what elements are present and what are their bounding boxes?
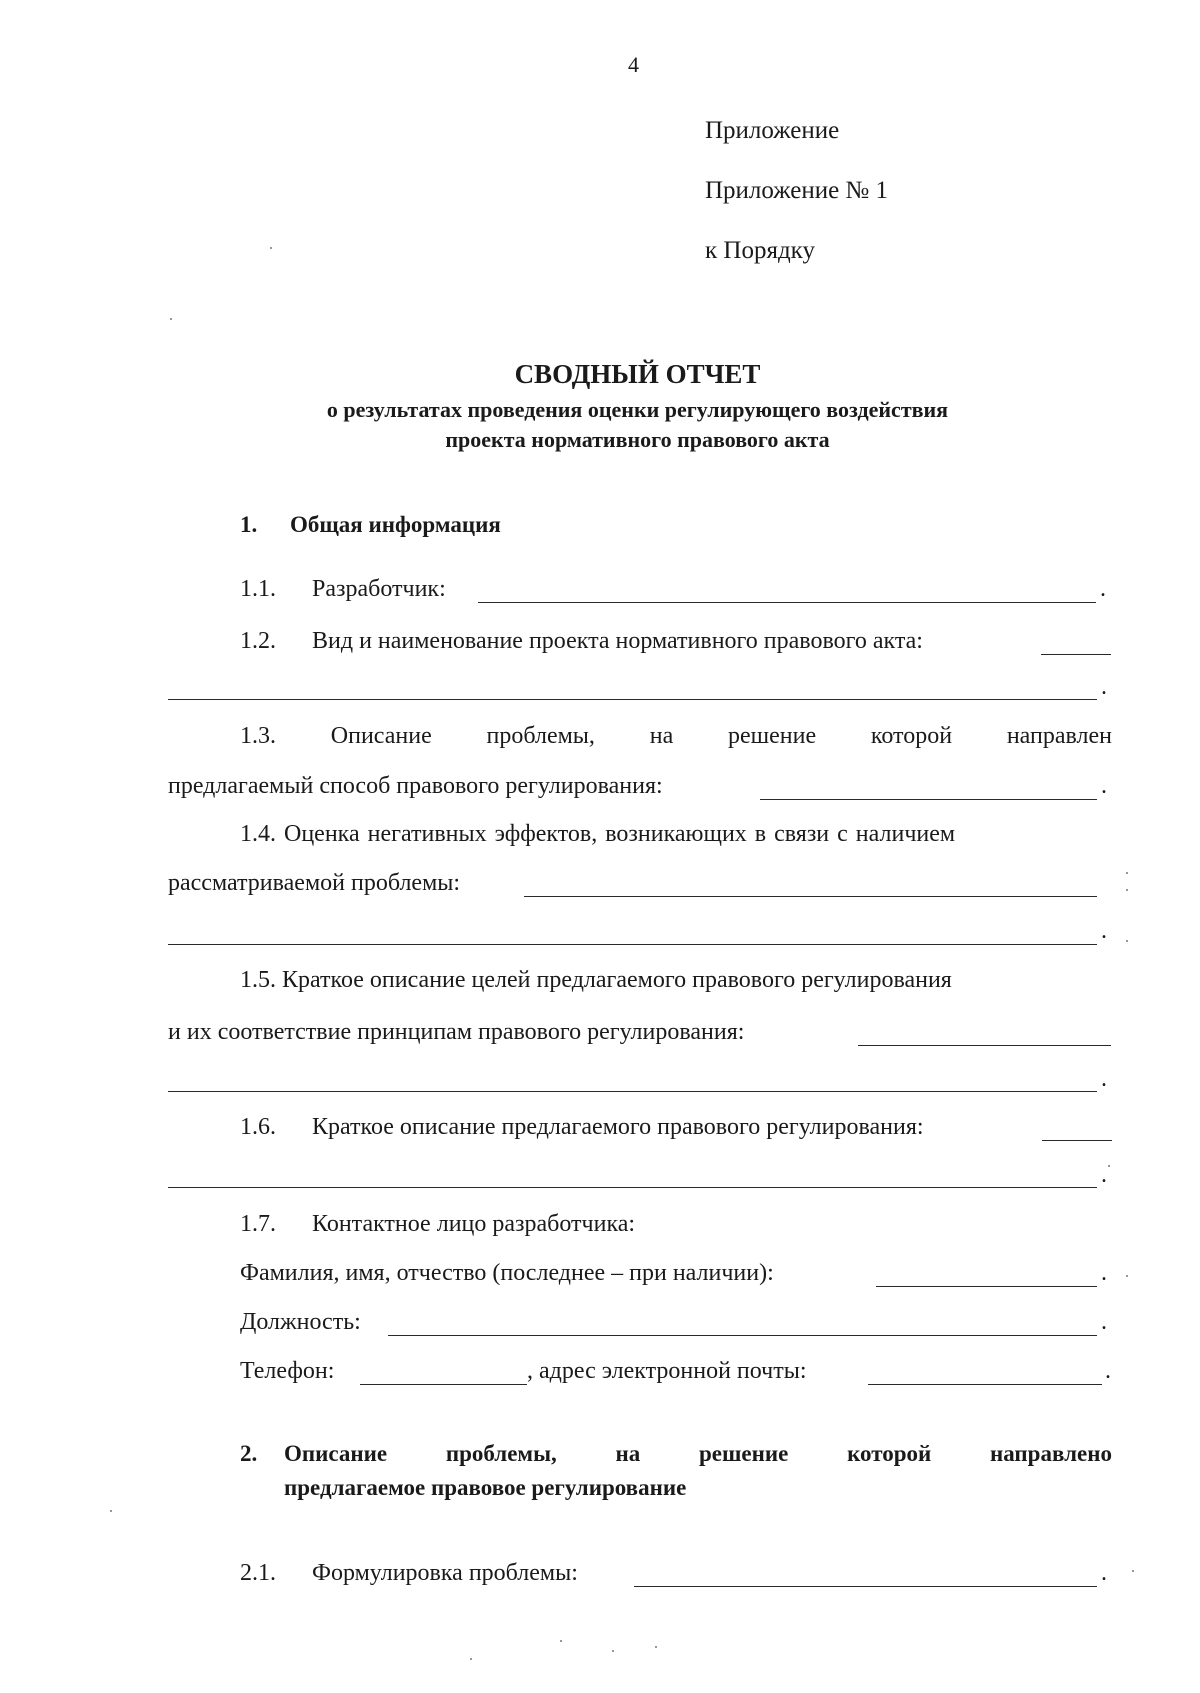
item-1-3-word: Описание xyxy=(330,723,432,749)
item-1-1-label: Разработчик: xyxy=(312,576,446,602)
scan-speck xyxy=(1132,1570,1134,1572)
item-1-3-line1 xyxy=(240,723,1112,750)
appendix-reference: к Порядку xyxy=(705,237,815,264)
item-1-3-line2: предлагаемый способ правового регулирования: xyxy=(168,773,663,799)
scan-speck xyxy=(1126,1275,1128,1277)
section1-number: 1. xyxy=(240,512,258,537)
contact-phone-label: Телефон: xyxy=(240,1358,335,1384)
contact-position-label: Должность: xyxy=(240,1309,361,1335)
negative-effects-field-line-1[interactable] xyxy=(524,896,1097,897)
item-1-2-period: . xyxy=(1101,674,1107,700)
item-1-1-number: 1.1. xyxy=(240,576,276,602)
item-1-2-number: 1.2. xyxy=(240,628,276,654)
contact-fio-field-line[interactable] xyxy=(876,1286,1097,1287)
item-2-1-label: Формулировка проблемы: xyxy=(312,1560,578,1586)
contact-fio-period: . xyxy=(1101,1260,1107,1286)
scan-speck xyxy=(470,1658,472,1660)
item-1-5-period: . xyxy=(1101,1066,1107,1092)
page-number: 4 xyxy=(628,52,639,77)
item-1-3-word: решение xyxy=(728,723,817,749)
section2-heading-word: направлено xyxy=(989,1441,1112,1466)
scan-speck xyxy=(1126,940,1128,942)
report-subtitle-line2: проекта нормативного правового акта xyxy=(445,427,830,452)
section2-number: 2. xyxy=(240,1441,258,1466)
problem-formulation-field-line[interactable] xyxy=(634,1586,1097,1587)
section2-heading-word: на xyxy=(615,1441,641,1466)
report-subtitle-line1: о результатах проведения оценки регулирующего воздействия xyxy=(326,397,949,422)
regulation-description-field-line-2[interactable] xyxy=(168,1187,1097,1188)
contact-email-period: . xyxy=(1105,1358,1111,1384)
item-1-7-label: Контактное лицо разработчика: xyxy=(312,1211,636,1237)
goals-field-line-2[interactable] xyxy=(168,1091,1097,1092)
item-1-6-period: . xyxy=(1101,1162,1107,1188)
act-name-field-line-1[interactable] xyxy=(1041,654,1111,655)
contact-email-field-line[interactable] xyxy=(868,1384,1102,1385)
item-1-3-period: . xyxy=(1101,773,1107,799)
section2-heading-word: которой xyxy=(847,1441,932,1466)
section1-heading: Общая информация xyxy=(290,512,501,537)
scan-speck xyxy=(655,1646,657,1648)
contact-position-period: . xyxy=(1101,1309,1107,1335)
section2-heading-word: Описание xyxy=(284,1441,388,1466)
item-2-1-number: 2.1. xyxy=(240,1560,276,1586)
item-1-3-word: которой xyxy=(870,723,953,749)
scan-speck xyxy=(170,318,172,320)
item-1-3-word: проблемы, xyxy=(486,723,595,749)
act-name-field-line-2[interactable] xyxy=(168,699,1097,700)
section2-heading-word: решение xyxy=(699,1441,789,1466)
problem-description-field-line[interactable] xyxy=(760,799,1097,800)
contact-position-field-line[interactable] xyxy=(388,1335,1097,1336)
item-1-2-label: Вид и наименование проекта нормативного правового акта: xyxy=(312,628,923,654)
scan-speck xyxy=(1126,889,1128,891)
appendix-number: Приложение № 1 xyxy=(705,177,889,204)
scan-speck xyxy=(1126,872,1128,874)
scan-speck xyxy=(110,1510,112,1512)
item-1-3-word: на xyxy=(649,723,674,749)
scan-speck xyxy=(270,247,272,249)
contact-fio-label: Фамилия, имя, отчество (последнее – при наличии): xyxy=(240,1260,774,1286)
item-2-1-period: . xyxy=(1101,1560,1107,1586)
item-1-3-word: направлен xyxy=(1006,723,1112,749)
contact-email-label: , адрес электронной почты: xyxy=(527,1358,807,1384)
appendix-label: Приложение xyxy=(705,117,840,144)
scan-speck xyxy=(612,1650,614,1652)
item-1-3-word: 1.3. xyxy=(240,723,276,749)
item-1-5-line1: 1.5. Краткое описание целей предлагаемого правового регулирования xyxy=(240,967,952,993)
item-1-4-line1: 1.4. Оценка негативных эффектов, возникающих в связи с наличием xyxy=(240,821,956,847)
item-1-5-line2: и их соответствие принципам правового регулирования: xyxy=(168,1019,745,1045)
developer-field-line[interactable] xyxy=(478,602,1096,603)
item-1-6-label: Краткое описание предлагаемого правового регулирования: xyxy=(312,1114,924,1140)
goals-field-line-1[interactable] xyxy=(858,1045,1111,1046)
contact-phone-field-line[interactable] xyxy=(360,1384,527,1385)
item-1-6-number: 1.6. xyxy=(240,1114,276,1140)
item-1-1-period: . xyxy=(1100,576,1106,602)
scan-speck xyxy=(560,1640,562,1642)
item-1-4-line2: рассматриваемой проблемы: xyxy=(168,870,461,896)
section2-heading-word: проблемы, xyxy=(445,1441,557,1466)
item-1-7-number: 1.7. xyxy=(240,1211,276,1237)
report-title: СВОДНЫЙ ОТЧЕТ xyxy=(514,359,761,389)
scan-speck xyxy=(1108,1165,1110,1167)
item-1-4-period: . xyxy=(1101,918,1107,944)
section2-heading-line2: предлагаемое правовое регулирование xyxy=(284,1475,687,1500)
regulation-description-field-line-1[interactable] xyxy=(1042,1140,1112,1141)
section2-heading-line1 xyxy=(284,1441,1112,1467)
negative-effects-field-line-2[interactable] xyxy=(168,944,1097,945)
